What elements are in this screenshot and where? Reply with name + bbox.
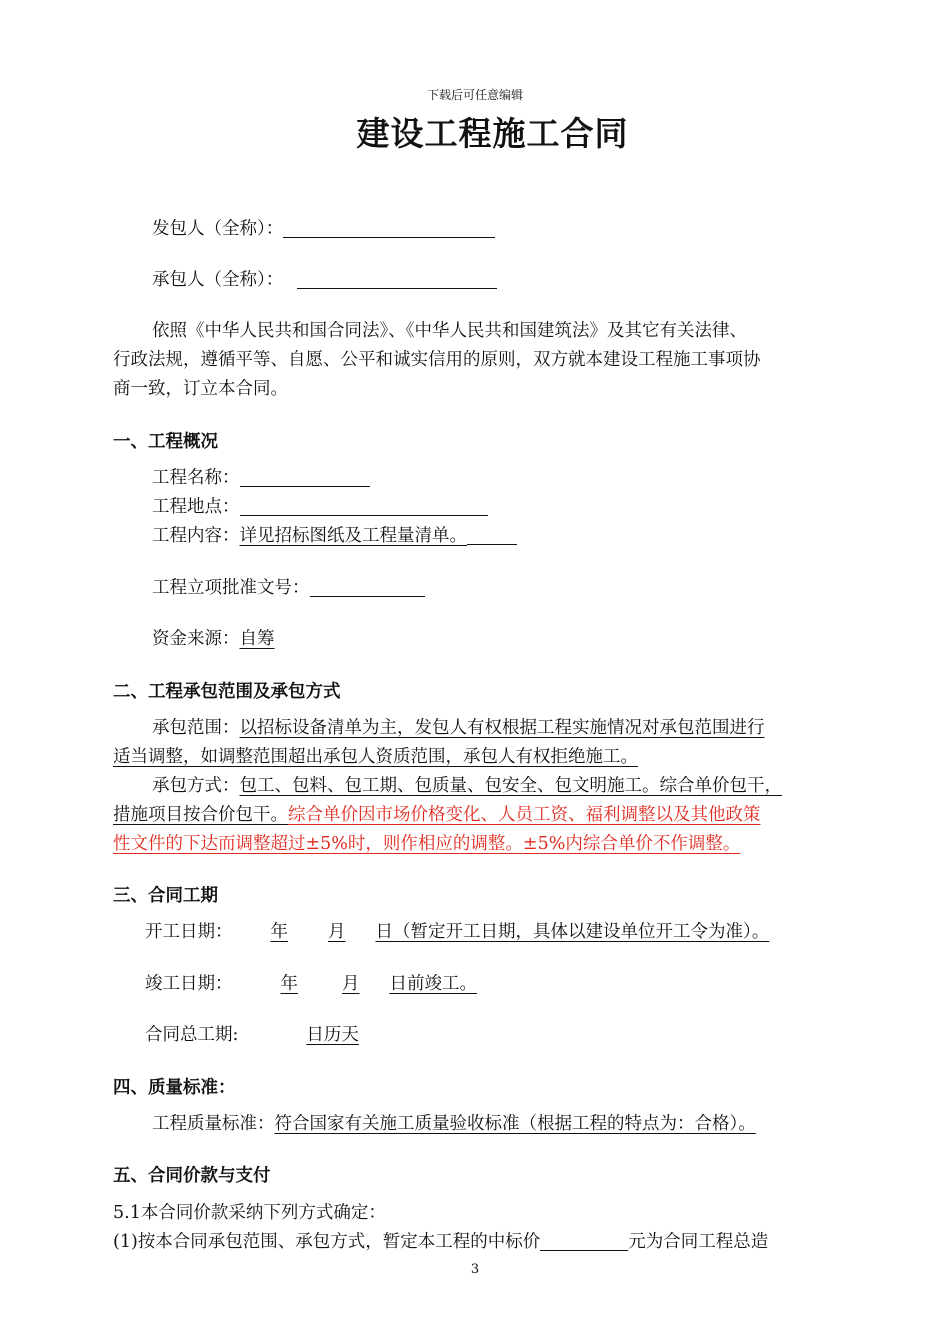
section-1-heading: 一、工程概况 bbox=[113, 432, 218, 452]
total-duration-line bbox=[145, 1021, 365, 1050]
quality-value: 符合国家有关施工质量验收标准（根据工程的特点为：合格）。 bbox=[274, 1114, 756, 1134]
intro-line-1: 依照《中华人民共和国合同法》、《中华人民共和国建筑法》及其它有关法律、 bbox=[152, 321, 747, 341]
page-number: 3 bbox=[470, 1262, 480, 1277]
section-2-heading: 二、工程承包范围及承包方式 bbox=[113, 682, 341, 702]
mode-label: 承包方式： bbox=[152, 776, 240, 796]
mode-text-2-red: 综合单价因市场价格变化、人员工资、福利调整以及其他政策 bbox=[288, 805, 761, 825]
item-5-1-1 bbox=[113, 1228, 768, 1257]
total-duration-unit: 日历天 bbox=[306, 1025, 359, 1045]
funding-line bbox=[152, 625, 275, 654]
item-5-1: 5.1本合同价款采纳下列方式确定： bbox=[113, 1203, 386, 1223]
intro-line-2: 行政法规，遵循平等、自愿、公平和诚实信用的原则，双方就本建设工程施工事项协 bbox=[113, 350, 761, 370]
section-3-heading: 三、合同工期 bbox=[113, 886, 218, 906]
section-5-heading: 五、合同价款与支付 bbox=[113, 1166, 271, 1186]
mode-text-2: 措施项目按合价包干。 bbox=[113, 805, 288, 825]
approval-blank bbox=[310, 578, 425, 597]
project-name-line bbox=[152, 464, 370, 493]
contract-title: 建设工程施工合同 bbox=[356, 114, 629, 153]
quality-label: 工程质量标准： bbox=[152, 1114, 275, 1134]
funding-label: 资金来源： bbox=[152, 629, 240, 649]
contractor-blank bbox=[297, 270, 497, 289]
employer-line bbox=[152, 215, 495, 244]
project-name-blank bbox=[240, 468, 370, 487]
end-date-label: 竣工日期： bbox=[145, 974, 233, 994]
scope-line-2: 适当调整，如调整范围超出承包人资质范围，承包人有权拒绝施工。 bbox=[113, 747, 638, 767]
mode-line-2 bbox=[113, 801, 761, 830]
end-day: 日前竣工。 bbox=[389, 974, 477, 994]
total-duration-label: 合同总工期: bbox=[145, 1025, 239, 1045]
scope-label: 承包范围： bbox=[152, 718, 240, 738]
item-1-prefix: (1)按本合同承包范围、承包方式，暂定本工程的中标价 bbox=[113, 1232, 541, 1252]
header-note: 下载后可任意编辑 bbox=[426, 88, 523, 102]
project-site-line bbox=[152, 493, 488, 522]
funding-value: 自筹 bbox=[239, 629, 275, 649]
contract-price-blank bbox=[540, 1232, 628, 1251]
end-date-value bbox=[233, 974, 478, 994]
contractor-line bbox=[152, 266, 497, 295]
total-duration-value bbox=[238, 1025, 365, 1045]
start-day: 日（暂定开工日期，具体以建设单位开工令为准）。 bbox=[375, 922, 770, 942]
quality-line bbox=[152, 1110, 756, 1139]
scope-text-1: 以招标设备清单为主，发包人有权根据工程实施情况对承包范围进行 bbox=[239, 718, 765, 738]
end-date-line bbox=[145, 970, 477, 999]
start-date-label: 开工日期： bbox=[145, 922, 233, 942]
employer-label: 发包人（全称）： bbox=[152, 219, 284, 239]
item-1-suffix: 元为合同工程总造 bbox=[628, 1232, 769, 1252]
mode-line-1 bbox=[152, 772, 782, 801]
project-site-label: 工程地点： bbox=[152, 497, 240, 517]
project-content-value: 详见招标图纸及工程量清单。 bbox=[239, 526, 467, 546]
approval-label: 工程立项批准文号： bbox=[152, 578, 310, 598]
end-month: 月 bbox=[342, 974, 360, 994]
start-month: 月 bbox=[328, 922, 346, 942]
intro-line-3: 商一致，订立本合同。 bbox=[113, 379, 288, 399]
mode-text-1: 包工、包料、包工期、包质量、包安全、包文明施工。综合单价包干， bbox=[239, 776, 782, 796]
contractor-label: 承包人（全称）： bbox=[152, 270, 284, 290]
employer-blank bbox=[283, 219, 495, 238]
project-content-line bbox=[152, 522, 517, 551]
project-name-label: 工程名称： bbox=[152, 468, 240, 488]
project-content-label: 工程内容： bbox=[152, 526, 240, 546]
section-4-heading: 四、质量标准： bbox=[113, 1078, 236, 1098]
mode-line-3: 性文件的下达而调整超过±5%时，则作相应的调整。±5%内综合单价不作调整。 bbox=[113, 834, 741, 854]
start-year: 年 bbox=[270, 922, 288, 942]
start-date-value bbox=[233, 922, 770, 942]
approval-line bbox=[152, 574, 425, 603]
scope-line-1 bbox=[152, 714, 765, 743]
project-content-blank bbox=[467, 526, 517, 545]
end-year: 年 bbox=[280, 974, 298, 994]
project-site-blank bbox=[240, 497, 488, 516]
start-date-line bbox=[145, 918, 769, 947]
